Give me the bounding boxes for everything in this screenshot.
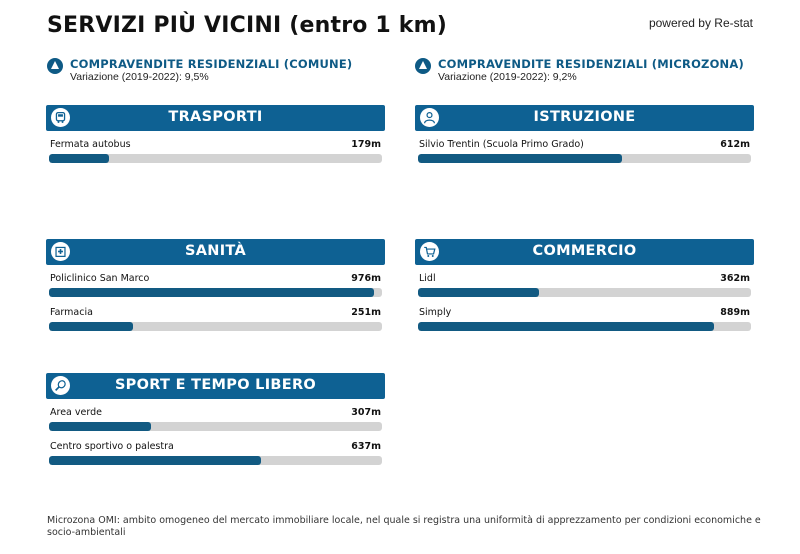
list-item bbox=[49, 399, 382, 433]
distance-bar-fill bbox=[49, 422, 151, 431]
variation-subtitle: Variazione (2019-2022): 9,2% bbox=[438, 71, 577, 83]
list-item bbox=[418, 299, 751, 333]
card-header bbox=[46, 373, 385, 399]
card-commercio bbox=[415, 239, 754, 333]
service-distance: 612m bbox=[720, 139, 750, 150]
powered-by: powered by Re-stat bbox=[648, 16, 753, 30]
distance-bar bbox=[418, 288, 751, 297]
distance-bar bbox=[49, 154, 382, 163]
service-label: Centro sportivo o palestra bbox=[50, 441, 174, 452]
card-header bbox=[415, 239, 754, 265]
service-label: Silvio Trentin (Scuola Primo Grado) bbox=[419, 139, 584, 150]
service-label: Fermata autobus bbox=[50, 139, 131, 150]
card-title: COMMERCIO bbox=[532, 243, 637, 259]
distance-bar bbox=[418, 322, 751, 331]
variation-title: COMPRAVENDITE RESIDENZIALI (MICROZONA) bbox=[438, 57, 744, 71]
service-distance: 251m bbox=[351, 307, 381, 318]
card-trasporti bbox=[46, 105, 385, 165]
variation-title: COMPRAVENDITE RESIDENZIALI (COMUNE) bbox=[70, 57, 353, 71]
distance-bar bbox=[49, 456, 382, 465]
card-title: SPORT E TEMPO LIBERO bbox=[114, 377, 317, 393]
list-item bbox=[49, 299, 382, 333]
triangle-up-icon bbox=[415, 58, 431, 74]
card-header bbox=[46, 105, 385, 131]
distance-bar-fill bbox=[418, 288, 539, 297]
card-header bbox=[415, 105, 754, 131]
service-label: Farmacia bbox=[50, 307, 93, 318]
page-title: SERVIZI PIÙ VICINI (entro 1 km) bbox=[47, 13, 448, 38]
distance-bar bbox=[49, 322, 382, 331]
service-distance: 889m bbox=[720, 307, 750, 318]
card-header bbox=[46, 239, 385, 265]
list-item bbox=[418, 265, 751, 299]
distance-bar-fill bbox=[418, 154, 622, 163]
distance-bar bbox=[418, 154, 751, 163]
distance-bar-fill bbox=[49, 288, 374, 297]
card-sport bbox=[46, 373, 385, 467]
card-title: TRASPORTI bbox=[168, 109, 263, 125]
card-title: ISTRUZIONE bbox=[533, 109, 636, 125]
list-item bbox=[49, 433, 382, 467]
distance-bar-fill bbox=[49, 322, 133, 331]
triangle-up-icon bbox=[47, 58, 63, 74]
distance-bar bbox=[49, 422, 382, 431]
list-item bbox=[49, 265, 382, 299]
service-distance: 307m bbox=[351, 407, 381, 418]
distance-bar bbox=[49, 288, 382, 297]
distance-bar-fill bbox=[49, 456, 261, 465]
footnote: Microzona OMI: ambito omogeneo del mercato immobiliare locale, nel quale si registra una uniformità di apprezzamento per condizioni economiche e socio-ambientali bbox=[47, 515, 761, 538]
variation-subtitle: Variazione (2019-2022): 9,5% bbox=[70, 71, 209, 83]
card-title: SANITÀ bbox=[185, 243, 246, 259]
list-item bbox=[49, 131, 382, 165]
service-distance: 179m bbox=[351, 139, 381, 150]
service-label: Policlinico San Marco bbox=[50, 273, 150, 284]
list-item bbox=[418, 131, 751, 165]
distance-bar-fill bbox=[49, 154, 109, 163]
card-sanita bbox=[46, 239, 385, 333]
card-istruzione bbox=[415, 105, 754, 165]
distance-bar-fill bbox=[418, 322, 714, 331]
service-distance: 362m bbox=[720, 273, 750, 284]
service-label: Simply bbox=[419, 307, 452, 318]
service-label: Area verde bbox=[50, 407, 102, 418]
service-distance: 637m bbox=[351, 441, 381, 452]
service-distance: 976m bbox=[351, 273, 381, 284]
service-label: Lidl bbox=[419, 273, 436, 284]
